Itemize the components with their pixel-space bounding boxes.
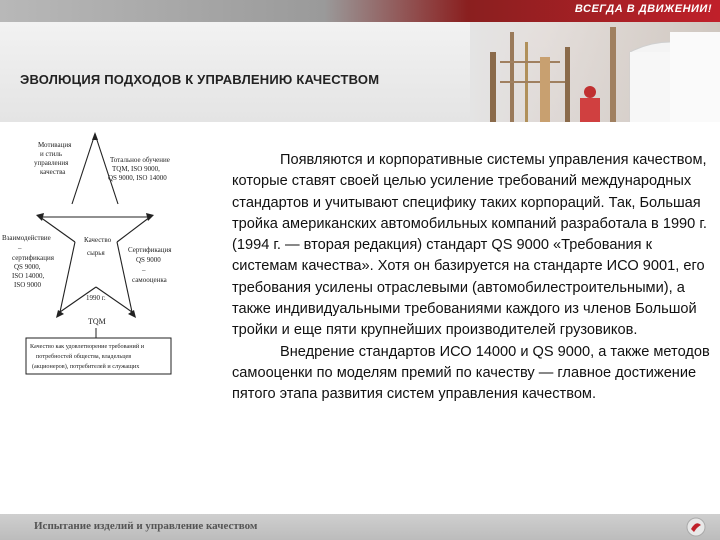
body-text [232, 150, 710, 406]
slide-content [0, 122, 720, 514]
diagram-box-top-left-line: Мотивация [38, 141, 72, 149]
diagram-box-left-line: QS 9000, [14, 263, 41, 271]
diagram-box-top-right-line: QS 9000, ISO 14000 [108, 174, 167, 182]
diagram-box-left-line: сертификация [12, 254, 54, 262]
company-logo-icon [686, 517, 706, 537]
diagram-box-left-line: ISO 14000, [12, 272, 45, 280]
diagram-box-left-line: ISO 9000 [14, 281, 42, 289]
diagram-box-left-line: – [18, 244, 22, 252]
diagram-box-left-line: Взаимодействие [2, 234, 51, 242]
diagram-box-center-line: сырья [87, 249, 105, 257]
diagram-box-top-right-line: ТQМ, ISO 9000, [112, 165, 160, 173]
slide-title: ЭВОЛЮЦИЯ ПОДХОДОВ К УПРАВЛЕНИЮ КАЧЕСТВОМ [20, 72, 380, 87]
diagram-year: 1990 г. [86, 294, 106, 302]
diagram-box-bottom-line: Качество как удовлетворение требований и [30, 343, 145, 350]
diagram-box-center-line: Качество [84, 236, 112, 244]
diagram-box-right-line: Сертификация [128, 246, 172, 254]
diagram-box-right-line: QS 9000 [136, 256, 161, 264]
paragraph-1: Появляются и корпоративные системы управления качеством, которые ставят своей целью усиление требований международных стандартов и учитывают специфику таких корпораций. Так, Большая тройка американских автомобильных компаний разработала в 1990 г. (1994 г. — вторая редакция) стандарт QS 9000 «Требования к системам качества». Хотя он базируется на стандарте ИСО 9001, его требования усилены отраслевыми (автомобилестроительными), а также индивидуальными требованиями каждого из членов Большой тройки и еще пяти крупнейших производителей грузовиков. [232, 152, 707, 339]
footer [0, 514, 720, 540]
diagram-box-right-line: – [142, 266, 146, 274]
diagram-box-top-right-line: Тотальное обучение [110, 156, 170, 164]
paragraph-2: Внедрение стандартов ИСО 14000 и QS 9000, а также методов самооценки по моделям премий по качеству — главное достижение пятого этапа развития систем управления качеством. [232, 343, 710, 403]
diagram-box-top-left-line: и стиль [40, 150, 63, 158]
diagram-box-bottom-line: потребностей общества, владельцев [36, 353, 132, 360]
diagram-tqm: TQM [88, 317, 106, 326]
refinery-photo [470, 22, 720, 122]
diagram-box-right-line: самооценка [132, 276, 167, 284]
quality-star-diagram [0, 122, 232, 514]
slogan: ВСЕГДА В ДВИЖЕНИИ! [574, 3, 712, 15]
top-banner [0, 0, 720, 22]
footer-text: Испытание изделий и управление качеством [34, 520, 258, 532]
header [0, 22, 720, 122]
diagram-box-top-left-line: управления [34, 159, 69, 167]
diagram-box-top-left-line: качества [40, 168, 66, 176]
diagram-box-bottom-line: (акционеров), потребителей и служащих [32, 363, 140, 370]
